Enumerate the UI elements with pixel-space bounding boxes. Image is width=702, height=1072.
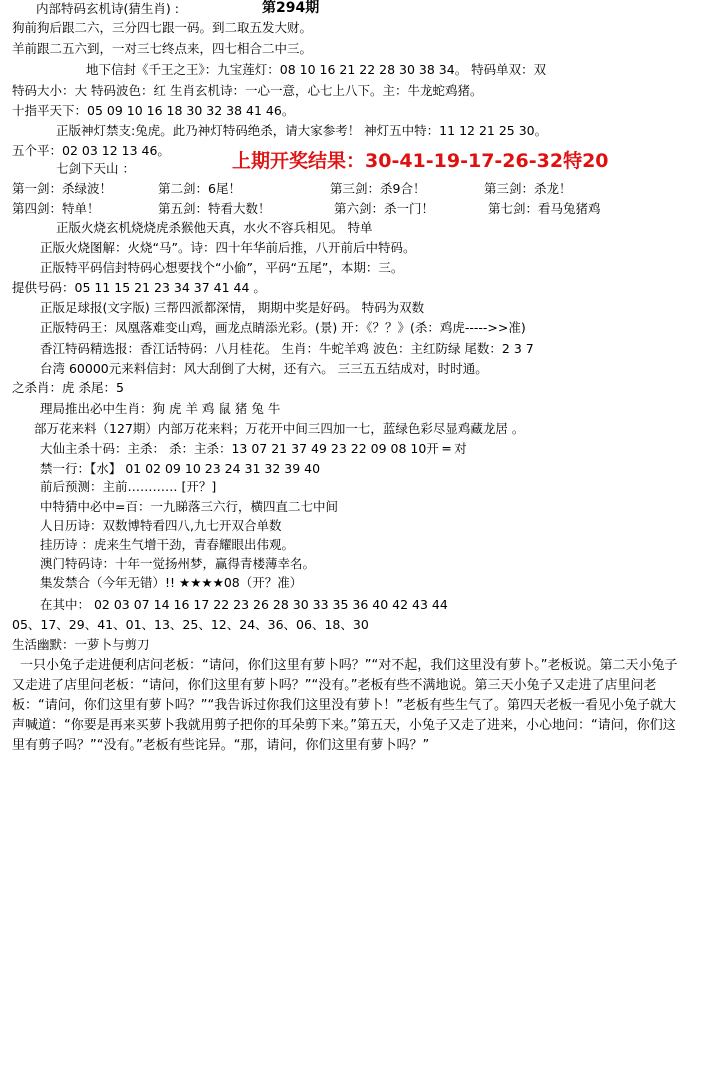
taiwan-letter: 台湾 60000元来料信封：风大刮倒了大树，还有六。 三三五五结成对，时时通。 <box>40 361 488 376</box>
manager-pick: 理局推出必中生肖：狗 虎 羊 鸡 鼠 猪 兔 牛 <box>40 401 281 416</box>
ten-fingers: 十指平天下：05 09 10 16 18 30 32 38 41 46。 <box>12 103 295 118</box>
kill-zodiac: 之杀肖：虎 杀尾：5 <box>12 380 124 395</box>
forbidden-row: 禁一行：【水】 01 02 09 10 23 24 31 32 39 40 <box>40 461 321 476</box>
football-report: 正版足球报(文字版) 三帮四派都深情， 期期中奖是好码。 特码为双数 <box>40 300 425 315</box>
front-prediction: 前后预测：主前………… [开？] <box>40 479 217 494</box>
daily-calendar-poem: 人日历诗：双数博特看四八,九七开双合单数 <box>40 518 282 533</box>
sword-6: 第六剑：杀一门！ <box>334 201 435 216</box>
number-pairs: 05、17、29、41、01、13、25、12、24、36、06、18、30 <box>12 617 369 632</box>
special-size: 特码大小：大 特码波色：红 生肖玄机诗：一心一意，心七上八下。主：牛龙蛇鸡猪。 <box>12 83 483 98</box>
sword-2: 第二剑：6尾！ <box>158 181 241 196</box>
divine-lamp: 正版神灯禁支:兔虎。此乃神灯特码绝杀，请大家参考！ 神灯五中特：11 12 21 25 30。 <box>56 123 548 138</box>
sword-3b: 第三剑：杀龙！ <box>484 181 572 196</box>
seven-swords-title: 七剑下天山 ： <box>56 161 135 176</box>
poem-header: 内部特码玄机诗(猜生肖) : <box>36 1 179 16</box>
special-king: 正版特码王：凤凰落难变山鸡，画龙点睛添光彩。(景) 开：《？？》(杀：鸡虎----->>准) <box>40 320 526 335</box>
hit-must-guess: 中特猜中必中=百：一九睇落三六行，横四直二七中间 <box>40 499 338 514</box>
last-result-banner: 上期开奖结果：30-41-19-17-26-32特20 <box>232 150 609 172</box>
immortal-ten-kills: 大仙主杀十码：主杀： 杀：主杀：13 07 21 37 49 23 22 09 08 10开 ═ 对 <box>40 441 467 456</box>
poem-line-1: 狗前狗后跟二六，三分四七跟一码。到二取五发大财。 <box>12 20 313 35</box>
sword-1: 第一剑：杀绿波！ <box>12 181 113 196</box>
among-them: 在其中： 02 03 07 14 16 17 22 23 26 28 30 33 35 36 40 42 43 44 <box>40 597 448 612</box>
provided-numbers: 提供号码：05 11 15 21 23 34 37 41 44 。 <box>12 280 266 295</box>
collected-forbidden: 集发禁合（今年无错）!! ★★★★08（开？准） <box>40 575 303 590</box>
earth-letter: 地下信封《千王之王》：九宝莲灯：08 10 16 21 22 28 30 38 34。 特码单双：双 <box>86 62 547 77</box>
fire-diagram: 正版火烧图解：火烧“马”。诗：四十年华前后推，八开前后中特码。 <box>40 240 416 255</box>
humor-title: 生活幽默：一萝卜与剪刀 <box>12 637 150 652</box>
poem-line-2: 羊前跟二五六到，一对三七终点来，四七相合二中三。 <box>12 41 313 56</box>
wanhua-material: 部万花来料（127期）内部万花来料；万花开中间三四加一七，蓝绿色彩尽显鸡藏龙居 。 <box>34 421 525 436</box>
wall-calendar-poem: 挂历诗 ：虎来生气增干劲，青春耀眼出伟观。 <box>40 537 294 552</box>
fire-mystic-poem: 正版火烧玄机烧烧虎杀猴他天真，水火不容兵相见。 特单 <box>56 220 373 235</box>
hk-selection: 香江特码精选报：香江话特码：八月桂花。 生肖：牛蛇羊鸡 波色：主红防绿 尾数：2 3 7 <box>40 341 534 356</box>
flat-code-letter: 正版特平码信封特码心想要找个“小偷”，平码“五尾”，本期：三。 <box>40 260 404 275</box>
macau-poem: 澳门特码诗：十年一觉扬州梦，赢得青楼薄幸名。 <box>40 556 316 571</box>
humor-story: 一只小兔子走进便利店问老板：“请问，你们这里有萝卜吗？”“对不起，我们这里没有萝卜。”老板说。第二天小兔子又走进了店里问老板：“请问，你们这里有萝卜吗？”“没有。”老板有些不满地说。第三天小兔子又走进了店里问老板：“请问，你们这里有萝卜吗？”“我告诉过你我们这里没有萝卜！”老板有些生气了。第四天老板一看见小兔子就大声喊道：“你要是再来买萝卜我就用剪子把你的耳朵剪下来。”第五天，小兔子又走了进来，小心地问：“请问，你们这里有剪子吗？”“没有。”老板有些诧异。“那，请问，你们这里有萝卜吗？” <box>12 658 678 753</box>
issue-number: 第294期 <box>262 0 320 16</box>
sword-5: 第五剑：特看大数！ <box>158 201 271 216</box>
five-flat: 五个平：02 03 12 13 46。 <box>12 143 170 158</box>
sword-7: 第七剑：看马兔猪鸡 <box>488 201 601 216</box>
sword-3: 第三剑：杀9合！ <box>330 181 426 196</box>
sword-4: 第四剑：特单！ <box>12 201 100 216</box>
